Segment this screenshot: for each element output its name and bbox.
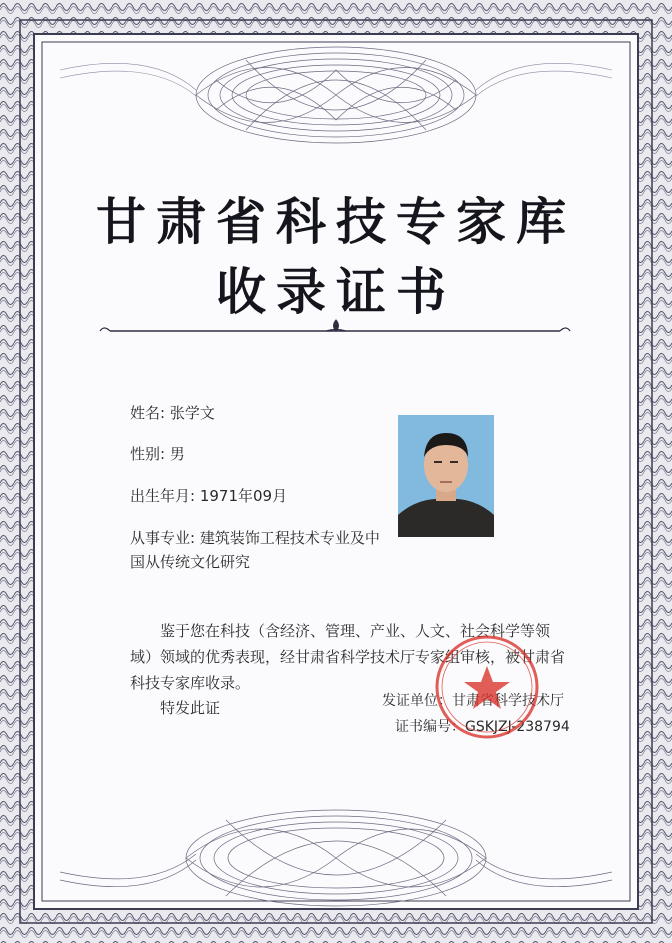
certificate-title-line-2: 收录证书 (216, 262, 456, 321)
issuer-value: 甘肃省科学技术厅 (452, 693, 564, 709)
name-value: 张学文 (169, 404, 215, 422)
birth-label: 出生年月: (130, 487, 196, 505)
seal-star-icon (464, 666, 510, 709)
portrait-photo (398, 415, 494, 537)
gender-field (130, 443, 185, 464)
closing-text: 特发此证 (160, 699, 221, 717)
portrait-image (398, 415, 494, 537)
birth-value: 1971年09月 (199, 487, 288, 505)
gender-value: 男 (169, 445, 185, 463)
name-field (130, 402, 215, 423)
certificate-number-value: GSKJZJ-238794 (465, 719, 570, 735)
name-label: 姓名: (130, 404, 166, 422)
certificate-body: 鉴于您在科技（含经济、管理、产业、人文、社会科学等领域）领域的优秀表现，经甘肃省科学技术厅专家组审核，被甘肃省科技专家库收录。 (130, 622, 566, 692)
certificate-number-label: 证书编号： (395, 719, 465, 735)
certificate-title-line-1: 甘肃省科技专家库 (96, 192, 576, 251)
major-label: 从事专业: (130, 529, 196, 547)
major-continuation (130, 551, 250, 572)
major-value-line-2: 国从传统文化研究 (130, 553, 251, 571)
official-seal (432, 632, 542, 742)
gender-label: 性别: (130, 445, 166, 463)
birth-field (130, 485, 287, 506)
major-field (130, 527, 380, 548)
issuer-label: 发证单位： (382, 693, 452, 709)
major-value-line-1: 建筑装饰工程技术专业及中 (199, 529, 380, 547)
